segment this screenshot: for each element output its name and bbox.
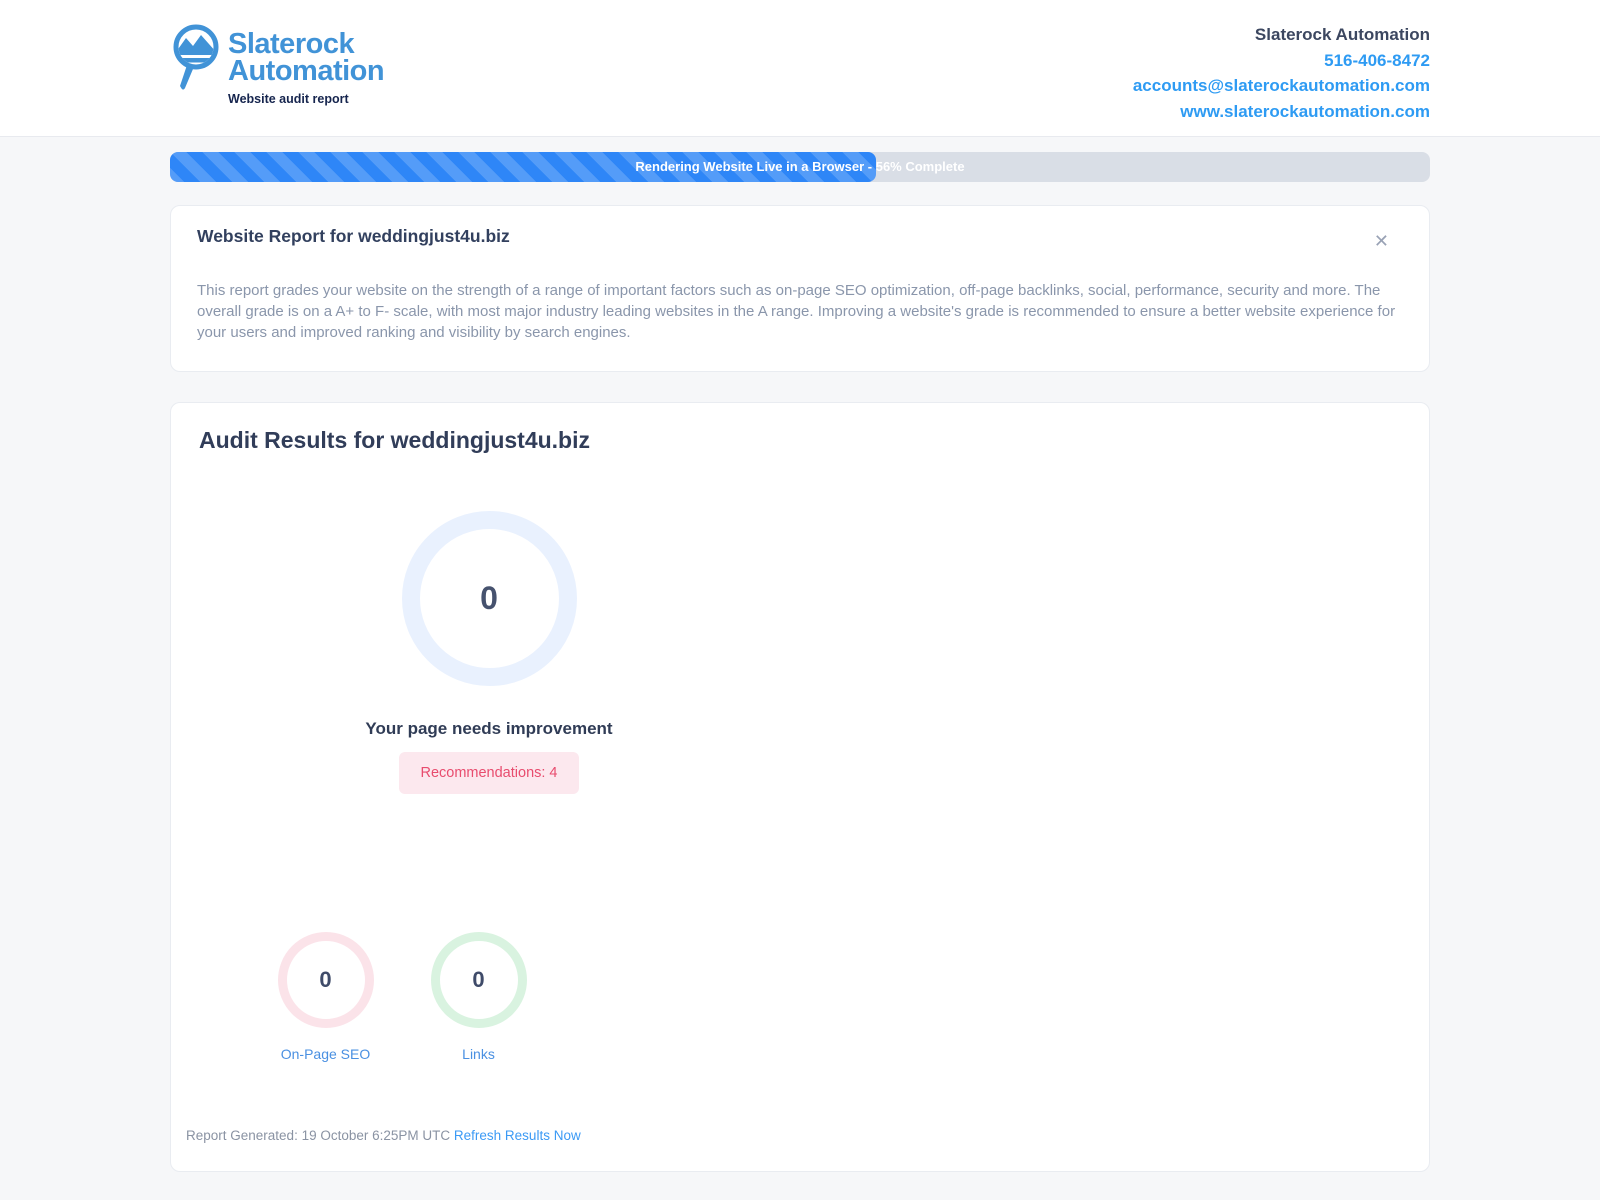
recommendations-badge: Recommendations: 4: [399, 752, 578, 794]
audit-results-card: [170, 402, 1430, 1172]
logo-line-2: Automation: [228, 55, 385, 87]
subscore-onpage-seo: [249, 932, 402, 1062]
page-header: [0, 0, 1600, 137]
phone-link[interactable]: 516-406-8472: [1324, 50, 1430, 70]
website-link[interactable]: www.slaterockautomation.com: [1180, 101, 1430, 121]
audit-card-title: Audit Results for weddingjust4u.biz: [199, 427, 590, 453]
links-ring: [431, 932, 527, 1028]
report-generated-text: Report Generated: 19 October 6:25PM UTC: [186, 1128, 451, 1143]
logo-tagline: Website audit report: [228, 92, 349, 106]
overall-score-block: [199, 454, 779, 794]
onpage-seo-value: 0: [319, 967, 332, 992]
magnifier-mountain-logo-icon: [170, 22, 222, 106]
logo: [170, 22, 384, 124]
report-generated-row: [186, 1128, 1401, 1143]
onpage-seo-ring: [278, 932, 374, 1028]
status-text: Your page needs improvement: [365, 719, 613, 738]
progress-bar: [170, 152, 1430, 182]
links-link[interactable]: Links: [462, 1046, 495, 1062]
company-name: Slaterock Automation: [1254, 25, 1430, 44]
report-description: This report grades your website on the strength of a range of important factors such as on-page SEO optimization, off-page backlinks, social, performance, security and more. The overall grade is on a A+ to F- scale, with most major industry leading websites in the A range. Improving a website's grade is recommended to ensure a better website experience for your users and improved ranking and visibility by search engines.: [197, 282, 1396, 341]
close-icon[interactable]: ✕: [1373, 231, 1389, 251]
email-link[interactable]: accounts@slaterockautomation.com: [1132, 76, 1430, 95]
website-report-card: [170, 205, 1430, 372]
subscores-row: [249, 932, 1401, 1062]
onpage-seo-link[interactable]: On-Page SEO: [280, 1046, 371, 1062]
report-card-title: Website Report for weddingjust4u.biz: [197, 226, 510, 246]
overall-score-ring: [402, 511, 577, 686]
main-content: [170, 152, 1430, 1172]
overall-score-value: 0: [480, 580, 498, 616]
logo-text: [228, 22, 384, 106]
refresh-results-link[interactable]: Refresh Results Now: [453, 1128, 581, 1143]
progress-label: Rendering Website Live in a Browser - 56% Complete: [635, 159, 965, 174]
subscore-links: [402, 932, 555, 1062]
logo-line-1: Slaterock: [228, 28, 355, 60]
links-value: 0: [472, 967, 485, 992]
contact-block: [1133, 22, 1430, 124]
